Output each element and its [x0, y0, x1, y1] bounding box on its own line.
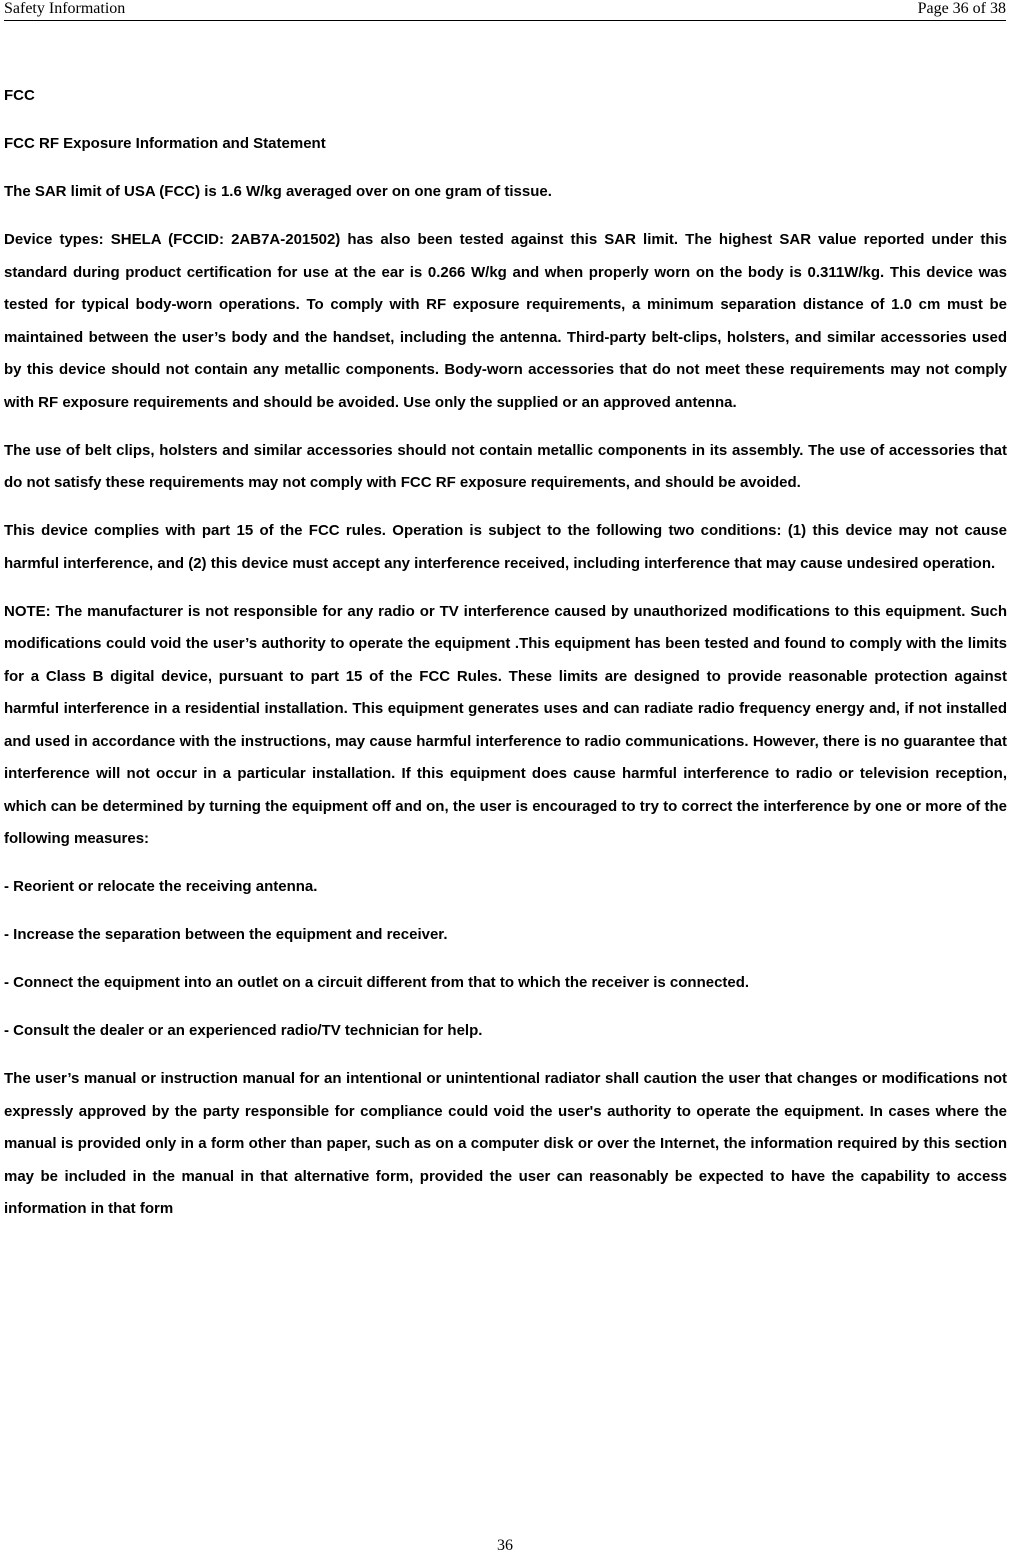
section-heading: FCC — [4, 87, 35, 104]
document-body — [4, 80, 1007, 1241]
measure-item: - Connect the equipment into an outlet on a circuit different from that to which the receiver is connected. — [4, 974, 750, 991]
part15-paragraph: This device complies with part 15 of the FCC rules. Operation is subject to the following two conditions: (1) this device may not cause harmful interference, and (2) this device must accept any interference received, including interference that may cause undesired operation. — [4, 522, 1007, 572]
manual-paragraph: The user’s manual or instruction manual for an intentional or unintentional radiator shall caution the user that changes or modifications not expressly approved by the party responsible for compliance could void the user's authority to operate the equipment. In cases where the manual is provided only in a form other than paper, such as on a computer disk or over the Internet, the information required by this section may be included in the manual in that alternative form, provided the user can reasonably be expected to have the capability to access information in that form — [4, 1070, 1007, 1217]
measure-item: - Consult the dealer or an experienced radio/TV technician for help. — [4, 1022, 483, 1039]
header-section-title: Safety Information — [4, 0, 126, 17]
page-footer — [0, 1538, 1010, 1554]
section-subheading: FCC RF Exposure Information and Statement — [4, 135, 326, 152]
page-header — [4, 0, 1006, 21]
device-types-paragraph: Device types: SHELA (FCCID: 2AB7A-201502) has also been tested against this SAR limit. The highest SAR value reported under this standard during product certification for use at the ear is 0.266 W/kg and when properly worn on the body is 0.311W/kg. This device was tested for typical body-worn operations. To comply with RF exposure requirements, a minimum separation distance of 1.0 cm must be maintained between the user’s body and the handset, including the antenna. Third-party belt-clips, holsters, and similar accessories used by this device should not contain any metallic components. Body-worn accessories that do not meet these requirements may not comply with RF exposure requirements and should be avoided. Use only the supplied or an approved antenna. — [4, 231, 1007, 411]
sar-limit-paragraph: The SAR limit of USA (FCC) is 1.6 W/kg averaged over on one gram of tissue. — [4, 183, 552, 200]
note-paragraph: NOTE: The manufacturer is not responsible for any radio or TV interference caused by unauthorized modifications to this equipment. Such modifications could void the user’s authority to operate the equipment .This equipment has been tested and found to comply with the limits for a Class B digital device, pursuant to part 15 of the FCC Rules. These limits are designed to provide reasonable protection against harmful interference in a residential installation. This equipment generates uses and can radiate radio frequency energy and, if not installed and used in accordance with the instructions, may cause harmful interference to radio communications. However, there is no guarantee that interference will not occur in a particular installation. If this equipment does cause harmful interference to radio or television reception, which can be determined by turning the equipment off and on, the user is encouraged to try to correct the interference by one or more of the following measures: — [4, 602, 1007, 847]
measure-item: - Increase the separation between the equipment and receiver. — [4, 926, 448, 943]
footer-page-number: 36 — [497, 1537, 513, 1554]
measure-item: - Reorient or relocate the receiving antenna. — [4, 878, 318, 895]
header-page-indicator: Page 36 of 38 — [917, 0, 1006, 17]
belt-clips-paragraph: The use of belt clips, holsters and similar accessories should not contain metallic components in its assembly. The use of accessories that do not satisfy these requirements may not comply with FCC RF exposure requirements, and should be avoided. — [4, 441, 1007, 491]
